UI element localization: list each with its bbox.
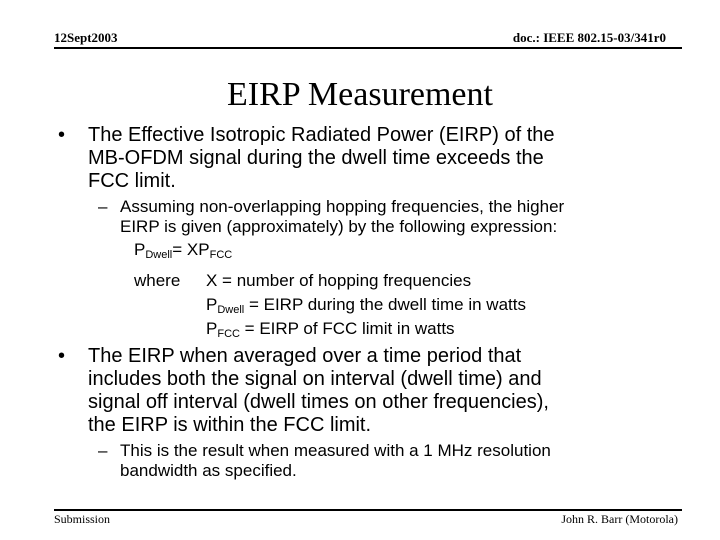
formula-eq: = XP [172,240,210,259]
sub-bullet-2 [120,441,700,481]
bullet-1-line-3: FCC limit. [88,170,176,192]
bullet-2-line-2: includes both the signal on interval (dwell time) and [88,368,542,390]
bullet-2-line-4: the EIRP is within the FCC limit. [88,414,372,436]
sub-1-line-2: EIRP is given (approximately) by the following expression: [120,217,558,236]
slide-title: EIRP Measurement [227,76,493,113]
sub-1-dash: – [98,197,108,216]
formula-p-sub: Dwell [145,249,173,261]
where-x-def: X = number of hopping frequencies [206,271,472,290]
footer-right: John R. Barr (Motorola) [561,512,678,526]
p-fcc-text: = EIRP of FCC limit in watts [239,319,455,338]
sub-1-line-1: Assuming non-overlapping hopping frequencies, the higher [120,197,565,216]
bullet-1-glyph: • [58,124,66,146]
where-p-fcc-def [206,319,455,339]
formula-fcc-sub: FCC [209,249,233,261]
header-rule [54,47,682,49]
header-doc-id: doc.: IEEE 802.15-03/341r0 [512,30,666,45]
where-p-dwell-def [206,295,526,315]
bullet-2 [88,345,698,437]
formula [134,240,232,260]
sub-2-dash: – [98,441,108,460]
p-dwell-p: P [206,295,218,314]
p-fcc-sub: FCC [217,328,240,340]
bullet-1-line-2: MB-OFDM signal during the dwell time exceeds the [88,147,544,169]
p-fcc-p: P [206,319,218,338]
sub-2-line-2: bandwidth as specified. [120,461,297,480]
bullet-2-glyph: • [58,345,66,367]
footer-left: Submission [54,512,111,526]
where-label: where [134,271,181,290]
bullet-1 [88,124,698,193]
sub-2-line-1: This is the result when measured with a 1 MHz resolution [120,441,551,460]
bullet-1-line-1: The Effective Isotropic Radiated Power (EIRP) of the [88,124,555,146]
p-dwell-text: = EIRP during the dwell time in watts [244,295,526,314]
p-dwell-sub: Dwell [217,304,245,316]
formula-p: P [134,240,146,259]
sub-bullet-1 [120,197,700,237]
bullet-2-line-1: The EIRP when averaged over a time period that [88,345,522,367]
header-date: 12Sept2003 [54,30,118,45]
footer-rule [54,509,682,511]
bullet-2-line-3: signal off interval (dwell times on other frequencies), [88,391,549,413]
